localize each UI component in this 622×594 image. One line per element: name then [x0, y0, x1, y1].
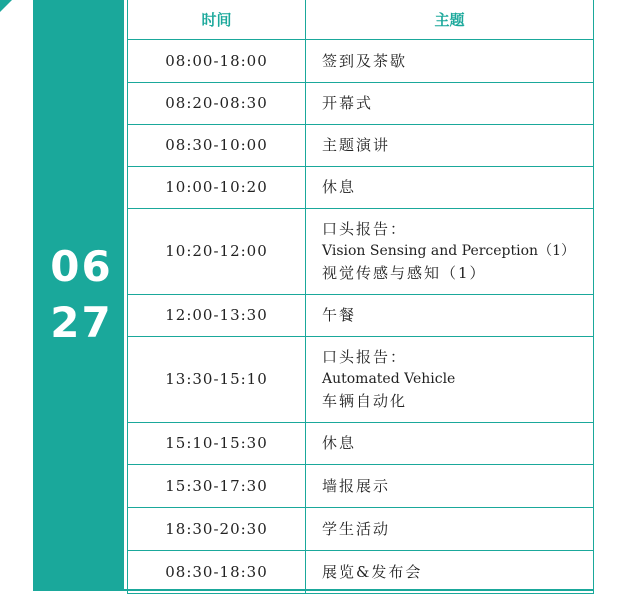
time-cell: 10:20-12:00: [128, 208, 306, 294]
table-row: [128, 82, 594, 124]
table-row: [128, 166, 594, 208]
topic-line: 主题演讲: [322, 136, 391, 154]
header-topic: 主题: [306, 0, 594, 39]
topic-line: 午餐: [322, 306, 357, 324]
date-band: [33, 0, 124, 589]
corner-decoration: [0, 0, 12, 12]
topic-line: 墙报展示: [322, 476, 391, 495]
topic-line: 休息: [322, 434, 357, 452]
time-cell: 08:20-08:30: [128, 82, 306, 124]
table-row: [128, 336, 594, 422]
topic-line: 休息: [322, 178, 357, 196]
topic-cell: [306, 166, 594, 208]
topic-cell: [306, 550, 594, 593]
schedule-body: [128, 39, 594, 593]
topic-cell: [306, 294, 594, 336]
time-cell: 08:30-18:30: [128, 550, 306, 593]
topic-cell: [306, 422, 594, 464]
topic-line: Automated Vehicle: [322, 371, 456, 387]
topic-line: 学生活动: [322, 519, 391, 538]
table-header-row: [128, 0, 594, 39]
time-cell: 10:00-10:20: [128, 166, 306, 208]
table-row: [128, 294, 594, 336]
time-cell: 08:30-10:00: [128, 124, 306, 166]
topic-line: 车辆自动化: [322, 392, 408, 410]
table-row: [128, 464, 594, 507]
time-cell: 15:10-15:30: [128, 422, 306, 464]
topic-line: 口头报告：: [322, 220, 408, 238]
header-time: 时间: [128, 0, 306, 39]
schedule-table: [127, 0, 594, 594]
topic-cell: [306, 208, 594, 294]
topic-cell: [306, 124, 594, 166]
topic-cell: [306, 39, 594, 82]
table-row: [128, 124, 594, 166]
time-cell: 12:00-13:30: [128, 294, 306, 336]
topic-cell: [306, 82, 594, 124]
topic-line: 视觉传感与感知（1）: [322, 264, 487, 282]
time-cell: 13:30-15:10: [128, 336, 306, 422]
time-cell: 15:30-17:30: [128, 464, 306, 507]
table-row: [128, 550, 594, 593]
time-cell: 08:00-18:00: [128, 39, 306, 82]
topic-line: 开幕式: [322, 94, 374, 112]
topic-line: 展览&发布会: [322, 562, 423, 581]
time-cell: 18:30-20:30: [128, 507, 306, 550]
topic-line: 口头报告：: [322, 348, 408, 366]
table-row: [128, 39, 594, 82]
topic-cell: [306, 336, 594, 422]
topic-line: 签到及茶歇: [322, 51, 408, 70]
date-day: 27: [50, 297, 113, 347]
table-row: [128, 507, 594, 550]
bottom-rule: [33, 589, 593, 591]
table-row: [128, 208, 594, 294]
topic-cell: [306, 464, 594, 507]
topic-line: Vision Sensing and Perception（1）: [322, 243, 575, 259]
date-month: 06: [50, 241, 113, 291]
topic-cell: [306, 507, 594, 550]
table-row: [128, 422, 594, 464]
